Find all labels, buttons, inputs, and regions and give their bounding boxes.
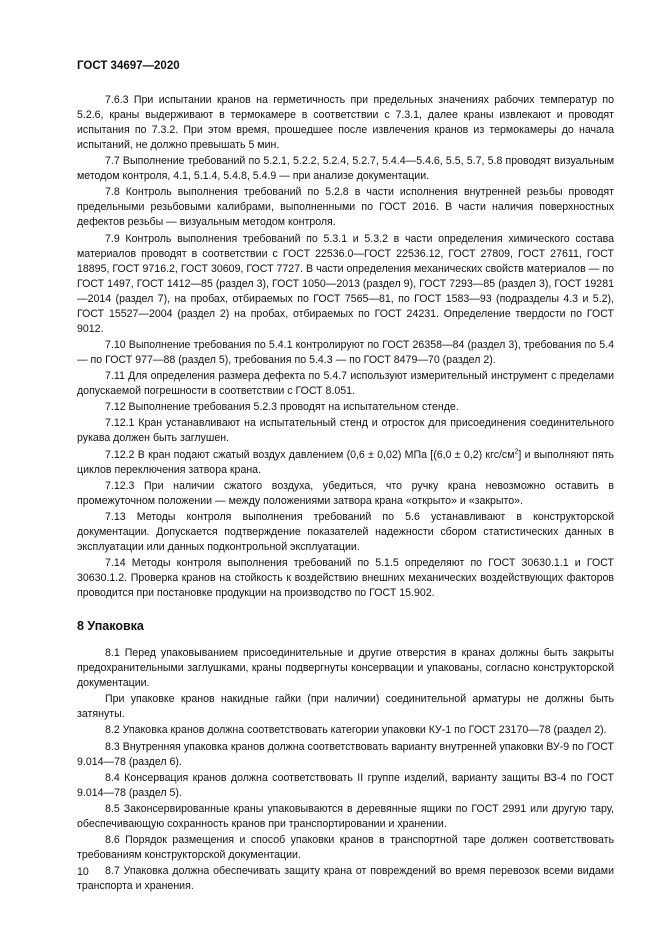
page-content [77, 93, 614, 896]
paragraph-7-6-3: 7.6.3 При испытании кранов на герметичность при предельных значениях рабочих температур по 5.2.6, краны выдерживают в термокамере в соответствии с 7.3.1, далее краны извлекают и проводят испытания по 7.3.2. При этом время, прошедшее после извлечения кранов из термокамеры до начала испытаний, не должно превышать 5 мин. [77, 94, 614, 151]
paragraph-7-7: 7.7 Выполнение требований по 5.2.1, 5.2.2, 5.2.4, 5.2.7, 5.4.4—5.4.6, 5.5, 5.7, 5.8 проводят визуальным методом контроля, 4.1, 5.1.4, 5.4.8, 5.4.9 — при анализе документации. [77, 155, 614, 183]
paragraph-7-13: 7.13 Методы контроля выполнения требований по 5.6 устанавливают в конструкторской документации. Допускается подтверждение показателей надежности сбором статистических данных в эксплуатации или данных подконтрольной эксплуатации. [77, 510, 614, 553]
paragraph-7-12-2-text: 7.12.2 В кран подают сжатый воздух давлением (0,6 ± 0,02) МПа [(6,0 ± 0,2) кгс/см [105, 448, 515, 461]
paragraph-8-5: 8.5 Законсервированные краны упаковываются в деревянные ящики по ГОСТ 2991 или другую тару, обеспечивающую сохранность кранов при транспортировании и хранении. [77, 803, 614, 830]
paragraph-7-10: 7.10 Выполнение требования по 5.4.1 контролируют по ГОСТ 26358—84 (раздел 3), требования по 5.4 — по ГОСТ 977—88 (раздел 5), требования по 5.4.3 — по ГОСТ 8479—70 (раздел 2). [77, 338, 614, 366]
paragraph-7-11: 7.11 Для определения размера дефекта по 5.4.7 используют измерительный инструмент с пределами допускаемой погрешности в соответствии с ГОСТ 8.051. [77, 369, 614, 397]
section-title: 8 Упаковка [77, 619, 144, 634]
page-number: 10 [77, 866, 89, 878]
paragraph-8-6: 8.6 Порядок размещения и способ упаковки кранов в транспортной таре должен соответствовать требованиям конструкторской документации. [77, 834, 614, 862]
paragraph-8-7: 8.7 Упаковка должна обеспечивать защиту крана от повреждений во время перевозок всеми видами транспорта и хранения. [77, 865, 614, 893]
paragraph-8-1: 8.1 Перед упаковыванием присоединительные и другие отверстия в кранах должны быть закрыты предохранительными заглушками, краны подвергнуты консервации и упакованы, согласно конструкторской документации. [77, 647, 614, 690]
paragraph-8-1-note: При упаковке кранов накидные гайки (при наличии) соединительной арматуры не должны быть затянуты. [77, 693, 614, 721]
paragraph-7-9: 7.9 Контроль выполнения требований по 5.3.1 и 5.3.2 в части определения химического состава материалов проводят в соответствии с ГОСТ 22536.0—ГОСТ 22536.12, ГОСТ 27809, ГОСТ 27611, ГОСТ 18895, ГОСТ 9716.2, ГОСТ 30609, ГОСТ 7727. В части определения механических свойств материалов — по ГОСТ 1497, ГОСТ 1412—85 (раздел 3), ГОСТ 1050—2013 (раздел 9), ГОСТ 7293—85 (раздел 3), ГОСТ 19281—2014 (раздел 7), на пробах, отбираемых по ГОСТ 7565—81, по ГОСТ 1583—93 (подразделы 4.3 и 5.2), ГОСТ 15527—2004 (раздел 2) на пробах, отбираемых по ГОСТ 24231. Определение твердости по ГОСТ 9012. [77, 232, 614, 335]
paragraph-7-8: 7.8 Контроль выполнения требований по 5.2.8 в части исполнения внутренней резьбы проводят предельными резьбовыми калибрами, выполненными по ГОСТ 2016. В части наличия поверхностных дефектов резьбы — визуальным методом контроля. [77, 186, 614, 229]
paragraph-7-12-2-tail: ] и выполняют пять циклов переключения затвора крана. [77, 448, 614, 476]
paragraph-7-12-1: 7.12.1 Кран устанавливают на испытательный стенд и отросток для присоединения соединительного рукава должен быть заглушен. [77, 417, 614, 445]
superscript-exponent: 2 [514, 447, 519, 455]
paragraph-7-12: 7.12 Выполнение требования 5.2.3 проводят на испытательном стенде. [105, 401, 459, 414]
paragraph-8-3: 8.3 Внутренняя упаковка кранов должна соответствовать варианту внутренней упаковки ВУ-9 по ГОСТ 9.014—78 (раздел 6). [77, 740, 614, 768]
paragraph-8-4: 8.4 Консервация кранов должна соответствовать II группе изделий, варианту защиты ВЗ-4 по ГОСТ 9.014—78 (раздел 5). [77, 771, 614, 799]
paragraph-7-12-2 [77, 448, 614, 478]
paragraph-7-14: 7.14 Методы контроля выполнения требований по 5.1.5 определяют по ГОСТ 30630.1.1 и ГОСТ 30630.1.2. Проверка кранов на стойкость к воздействию внешних механических воздействующих факторов проводится при постановке продукции на производство по ГОСТ 15.902. [77, 557, 614, 600]
document-header: ГОСТ 34697—2020 [77, 60, 180, 72]
paragraph-8-2: 8.2 Упаковка кранов должна соответствовать категории упаковки КУ-1 по ГОСТ 23170—78 (раздел 2). [105, 724, 607, 737]
paragraph-7-12-3: 7.12.3 При наличии сжатого воздуха, убедиться, что ручку крана невозможно оставить в промежуточном положении — между положениями затвора крана «открыто» и «закрыто». [77, 479, 614, 507]
